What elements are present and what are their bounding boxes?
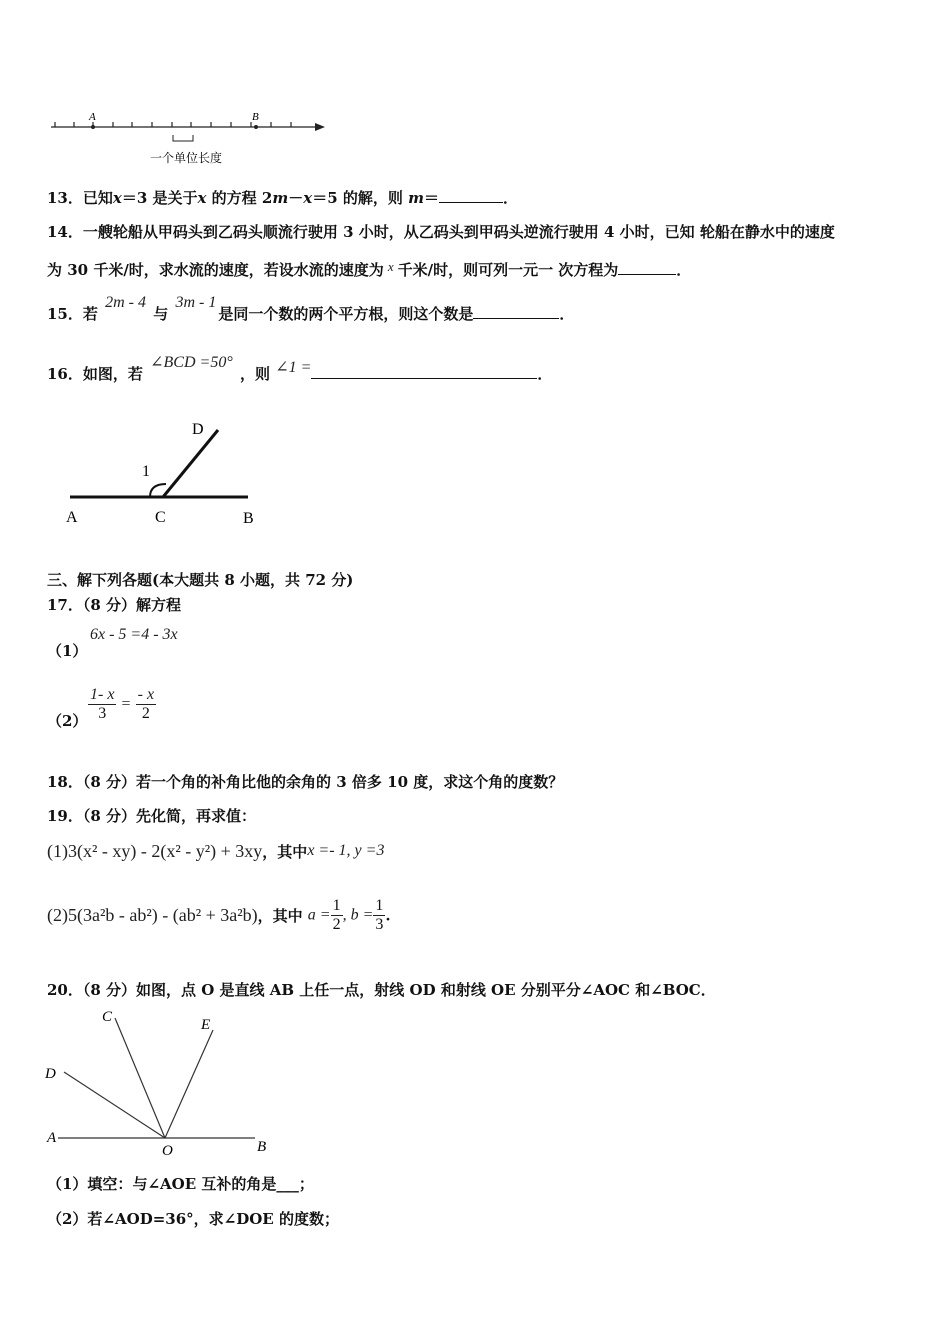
label-b: B bbox=[243, 510, 254, 527]
question-20: 20．（8 分）如图，点 O 是直线 AB 上任一点，射线 OD 和射线 OE 分别平分∠AOC 和∠BOC． bbox=[47, 981, 716, 999]
label-1: 1 bbox=[142, 463, 150, 480]
label-a: A bbox=[89, 111, 96, 123]
answer-blank bbox=[473, 304, 559, 319]
rays-figure-20 bbox=[40, 1002, 280, 1164]
number-line-figure bbox=[45, 105, 345, 170]
answer-blank bbox=[311, 364, 537, 379]
angle-figure-16 bbox=[58, 412, 268, 532]
part1-expression: (1)3(x² - xy) - 2(x² - y²) + 3xy bbox=[47, 841, 263, 861]
question-20-part2: （2）若∠AOD=36°，求∠DOE 的度数； bbox=[47, 1210, 339, 1228]
answer-blank bbox=[618, 260, 676, 275]
question-19-title: 19．（8 分）先化简，再求值： bbox=[47, 807, 257, 825]
point-b bbox=[254, 125, 258, 129]
question-17-part2-label: （2） bbox=[47, 712, 88, 730]
question-14-line2: 为 30 千米/时，求水流的速度，若设水流的速度为 x 千米/时，则可列一元一 次方程为 ． bbox=[47, 259, 692, 279]
question-16: 16．如图，若 ∠BCD =50° ，则 ∠1 = ． bbox=[47, 354, 553, 383]
unit-length-label: 一个单位长度 bbox=[150, 151, 223, 165]
label-d: D bbox=[45, 1066, 56, 1082]
label-b: B bbox=[252, 111, 259, 123]
question-20-part1: （1）填空：与∠AOE 互补的角是___； bbox=[47, 1175, 314, 1193]
question-19-part2: (2)5(3a²b - ab²) - (ab² + 3a²b)，其中 a = $\frac{1}{2}$ , b = $\frac{1}{3}$ . bbox=[47, 897, 391, 933]
question-17-title: 17．（8 分）解方程 bbox=[47, 596, 182, 614]
question-14-line1: 14．一艘轮船从甲码头到乙码头顺流行驶用 3 小时，从乙码头到甲码头逆流行驶用 4 小时，已知 轮船在静水中的速度 bbox=[47, 223, 835, 241]
label-c: C bbox=[102, 1009, 113, 1025]
question-17-part2-equation: $\frac{1- x}{3}$ = $\frac{- x}{2}$ bbox=[90, 686, 155, 722]
part2-expression: (2)5(3a²b - ab²) - (ab² + 3a²b) bbox=[47, 905, 258, 925]
label-b: B bbox=[257, 1139, 267, 1155]
answer-blank bbox=[439, 188, 503, 203]
question-13: 13．已知x＝3 是关于x 的方程 2m－x＝5 的解，则 m＝ ． bbox=[47, 189, 518, 207]
label-c: C bbox=[155, 509, 166, 526]
label-o: O bbox=[162, 1143, 173, 1159]
question-17-part1-label: （1） bbox=[47, 642, 88, 660]
question-19-part1: (1)3(x² - xy) - 2(x² - y²) + 3xy，其中x =- 1, y =3 bbox=[47, 841, 385, 861]
question-15: 15．若 2m - 4 与 3m - 1是同一个数的两个平方根，则这个数是 ． bbox=[47, 294, 575, 323]
label-a: A bbox=[47, 1130, 57, 1146]
section-3-heading: 三、解下列各题(本大题共 8 小题，共 72 分) bbox=[47, 571, 354, 589]
label-e: E bbox=[201, 1017, 211, 1033]
question-18: 18．（8 分）若一个角的补角比他的余角的 3 倍多 10 度，求这个角的度数？ bbox=[47, 773, 564, 791]
label-a: A bbox=[66, 509, 78, 526]
question-17-part1-equation: 6x - 5 =4 - 3x bbox=[90, 626, 178, 643]
point-a bbox=[91, 125, 95, 129]
label-d: D bbox=[192, 421, 204, 438]
